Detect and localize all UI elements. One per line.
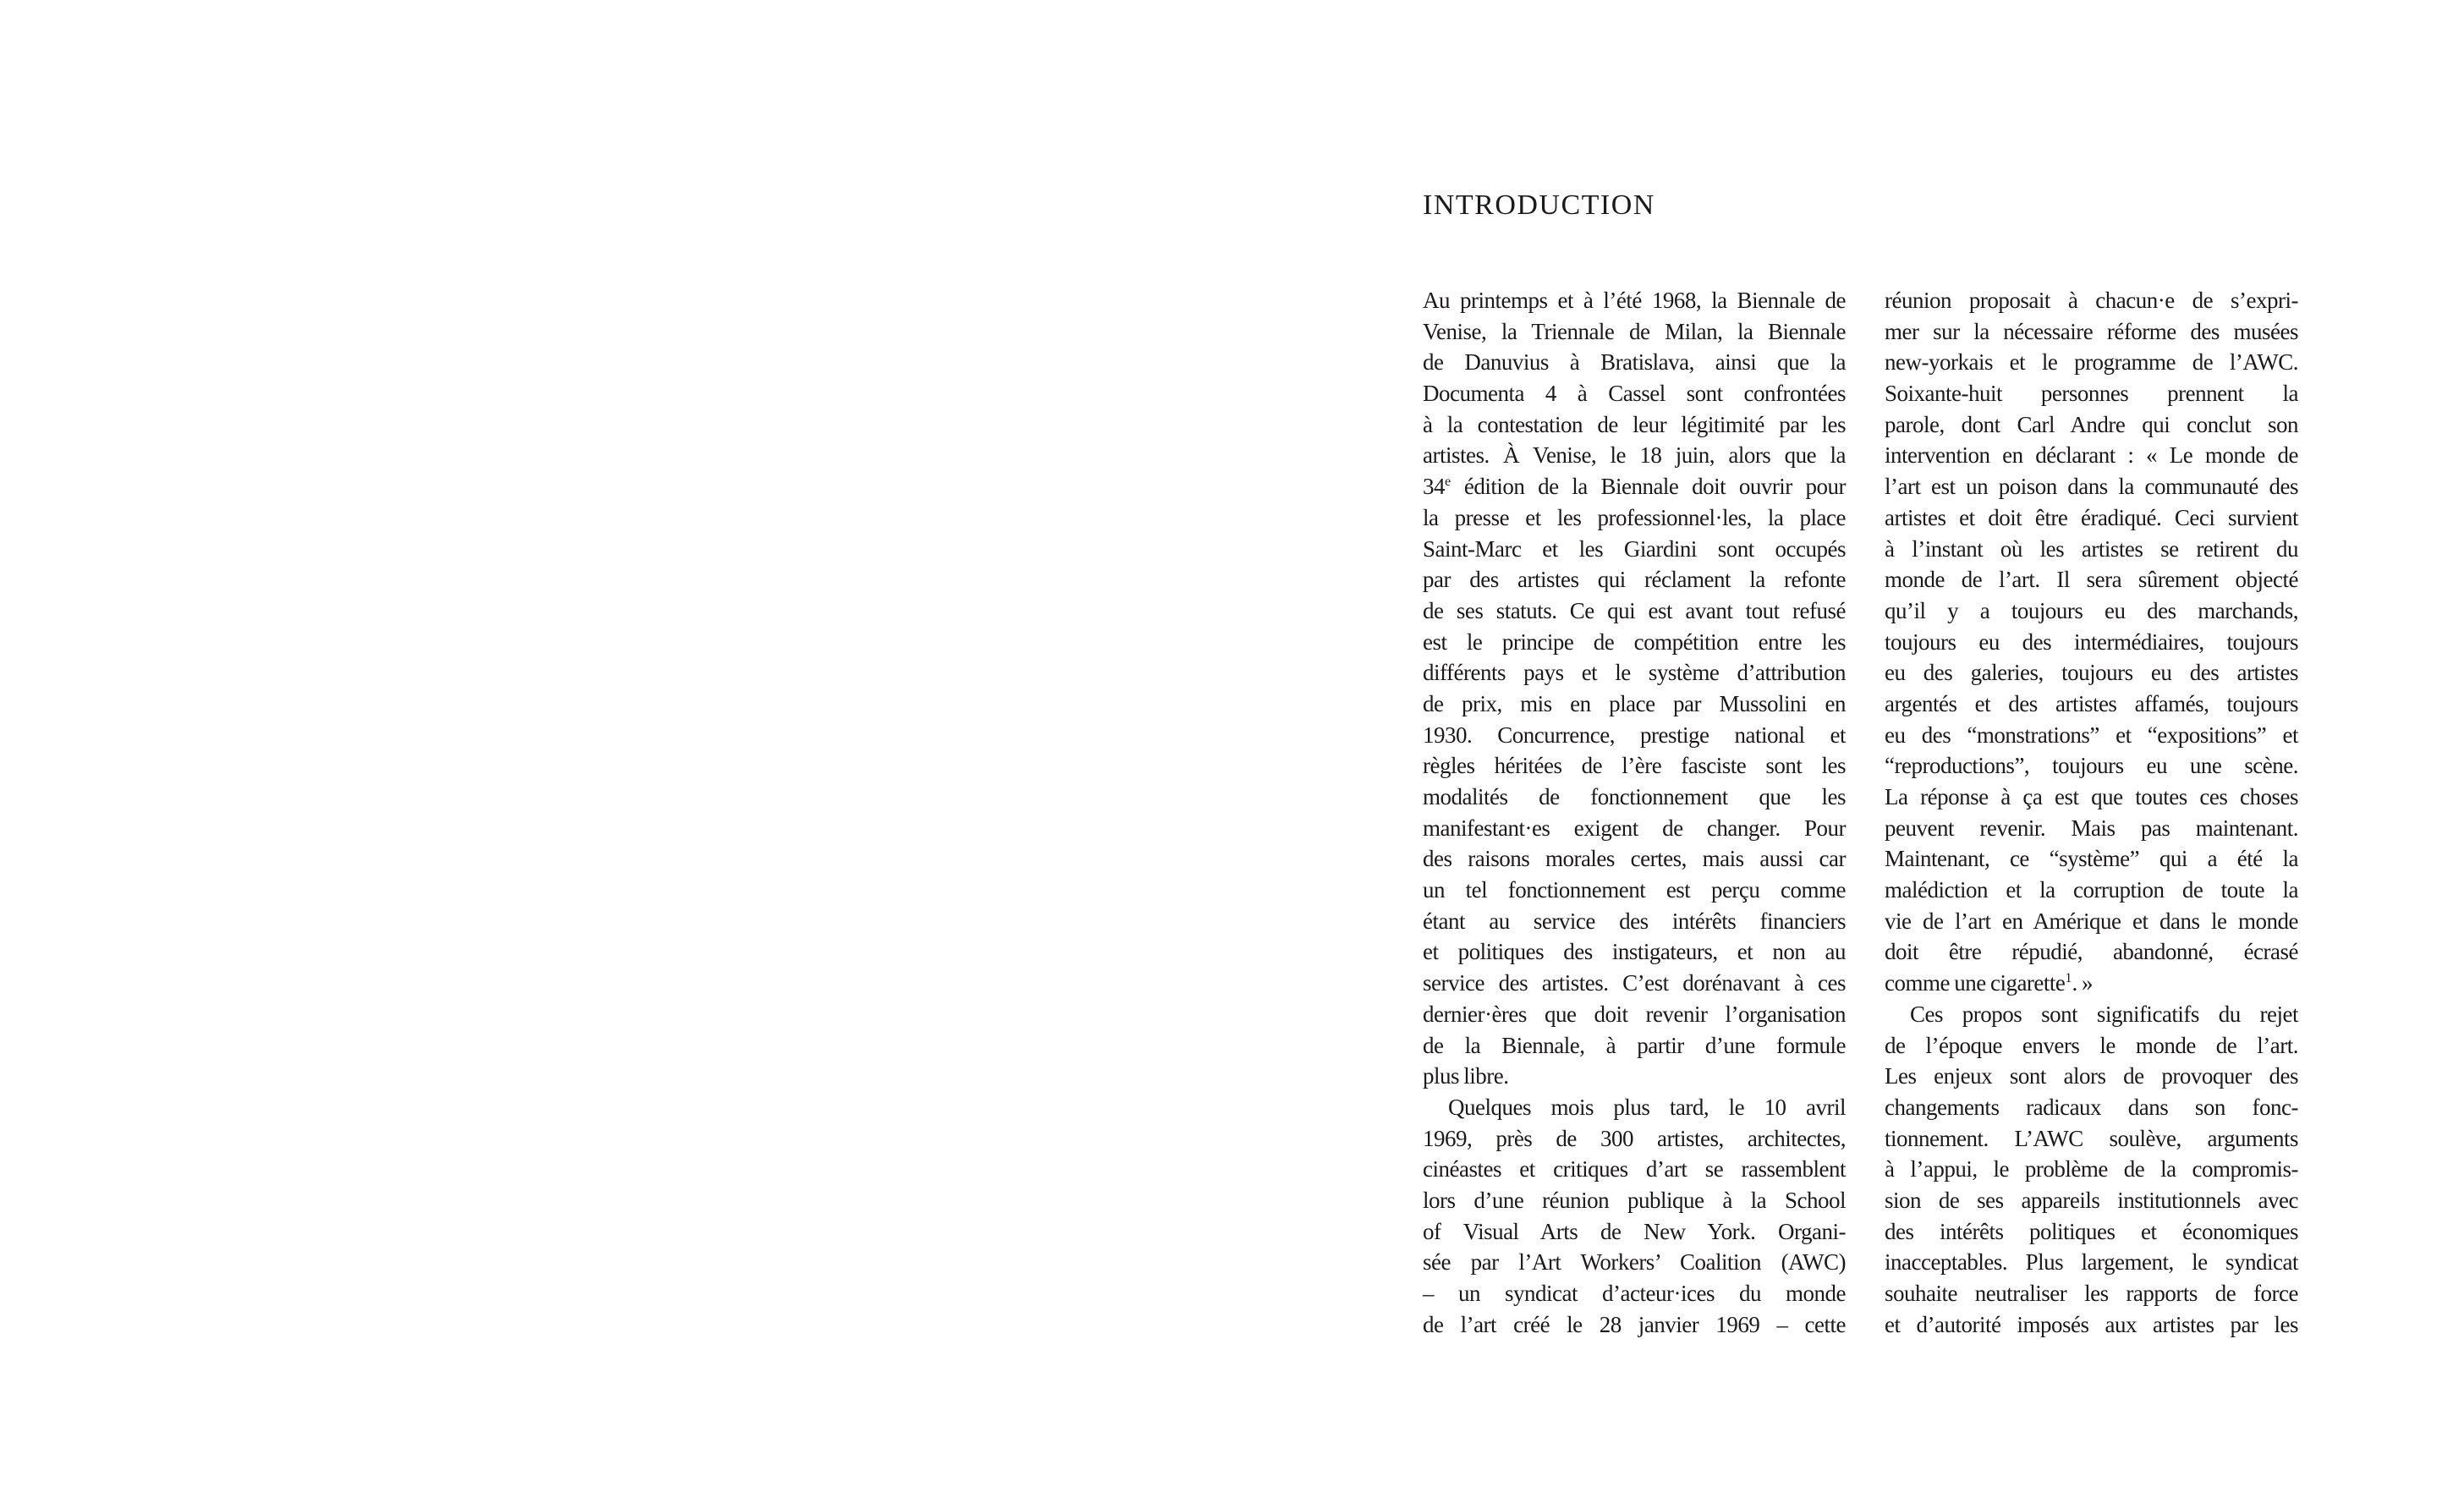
text-line: à l’appui, le problème de la compromis- <box>1885 1156 2298 1182</box>
text-line: de Danuvius à Bratislava, ainsi que la <box>1423 349 1846 376</box>
text-line: artistes et doit être éradiqué. Ceci survient <box>1885 504 2298 530</box>
text-line: des raisons morales certes, mais aussi car <box>1423 846 1846 872</box>
text-line: La réponse à ça est que toutes ces choses <box>1885 784 2298 809</box>
text-line: Venise, la Triennale de Milan, la Biennale <box>1423 318 1846 344</box>
text-line: de ses statuts. Ce qui est avant tout refusé <box>1423 597 1846 623</box>
text-line: monde de l’art. Il sera sûrement objecté <box>1885 567 2298 593</box>
text-line: manifestant·es exigent de changer. Pour <box>1423 815 1846 841</box>
text-line: l’art est un poison dans la communauté des <box>1885 474 2298 500</box>
text-line: par des artistes qui réclament la refonte <box>1423 567 1846 593</box>
text-column-left <box>1423 285 1846 1340</box>
text-line: new-yorkais et le programme de l’AWC. <box>1885 349 2298 376</box>
text-line: Maintenant, ce “système” qui a été la <box>1885 846 2298 872</box>
text-line: de la Biennale, à partir d’une formule <box>1423 1032 1846 1058</box>
text-line: règles héritées de l’ère fasciste sont les <box>1423 753 1846 779</box>
text-line: – un syndicat d’acteur·ices du monde <box>1423 1281 1846 1306</box>
text-column-right <box>1885 285 2298 1340</box>
text-line: Ces propos sont significatifs du rejet <box>1910 1001 2298 1027</box>
text-line: malédiction et la corruption de toute la <box>1885 877 2298 903</box>
text-line: intervention en déclarant : « Le monde de <box>1885 442 2298 469</box>
text-line: Documenta 4 à Cassel sont confrontées <box>1423 381 1846 407</box>
text-line: artistes. À Venise, le 18 juin, alors que la <box>1423 442 1846 469</box>
text-line: 1930. Concurrence, prestige national et <box>1423 722 1846 748</box>
text-line: de l’art créé le 28 janvier 1969 – cette <box>1423 1311 1846 1337</box>
text-line: inacceptables. Plus largement, le syndicat <box>1885 1249 2298 1276</box>
text-line: un tel fonctionnement est perçu comme <box>1423 877 1846 903</box>
text-line: plus libre. <box>1423 1063 1509 1089</box>
text-line: et d’autorité imposés aux artistes par les <box>1885 1311 2298 1337</box>
text-line: réunion proposait à chacun·e de s’expri- <box>1885 288 2298 313</box>
text-line: Soixante-huit personnes prennent la <box>1885 381 2298 407</box>
text-line: eu des galeries, toujours eu des artistes <box>1885 660 2298 686</box>
text-line: qu’il y a toujours eu des marchands, <box>1885 597 2298 623</box>
text-line: comme une cigarette$^1$. » <box>1885 970 2093 996</box>
text-line: de l’époque envers le monde de l’art. <box>1885 1032 2298 1058</box>
text-line: doit être répudié, abandonné, écrasé <box>1885 939 2298 965</box>
text-line: est le principe de compétition entre les <box>1423 628 1846 655</box>
text-line: étant au service des intérêts financiers <box>1423 908 1846 934</box>
text-line: sée par l’Art Workers’ Coalition (AWC) <box>1423 1249 1846 1276</box>
text-line: service des artistes. C’est dorénavant à ces <box>1423 970 1846 996</box>
text-line: “reproductions”, toujours eu une scène. <box>1885 753 2298 779</box>
text-line: changements radicaux dans son fonc- <box>1885 1094 2298 1120</box>
text-line: lors d’une réunion publique à la School <box>1423 1187 1846 1213</box>
text-line: 34e édition de la Biennale doit ouvrir pour <box>1423 474 1846 500</box>
text-line: dernier·ères que doit revenir l’organisation <box>1423 1001 1846 1027</box>
text-line: à l’instant où les artistes se retirent du <box>1885 535 2298 562</box>
text-line: 1969, près de 300 artistes, architectes, <box>1423 1125 1846 1151</box>
text-line: différents pays et le système d’attribution <box>1423 660 1846 686</box>
text-line: argentés et des artistes affamés, toujours <box>1885 690 2298 716</box>
text-line: la presse et les professionnel·les, la place <box>1423 504 1846 530</box>
text-line: des intérêts politiques et économiques <box>1885 1218 2298 1244</box>
text-line: de prix, mis en place par Mussolini en <box>1423 690 1846 716</box>
page-title: INTRODUCTION <box>1423 189 1655 221</box>
text-line: vie de l’art en Amérique et dans le monde <box>1885 908 2298 934</box>
text-line: eu des “monstrations” et “expositions” et <box>1885 722 2298 748</box>
text-line: Quelques mois plus tard, le 10 avril <box>1448 1094 1846 1120</box>
text-line: toujours eu des intermédiaires, toujours <box>1885 628 2298 655</box>
text-line: peuvent revenir. Mais pas maintenant. <box>1885 815 2298 841</box>
text-line: sion de ses appareils institutionnels avec <box>1885 1187 2298 1213</box>
text-line: Les enjeux sont alors de provoquer des <box>1885 1063 2298 1089</box>
text-line: of Visual Arts de New York. Organi- <box>1423 1218 1846 1244</box>
text-line: souhaite neutraliser les rapports de force <box>1885 1281 2298 1306</box>
text-line: à la contestation de leur légitimité par les <box>1423 411 1846 437</box>
text-line: Au printemps et à l’été 1968, la Biennale de <box>1423 288 1846 313</box>
text-line: et politiques des instigateurs, et non au <box>1423 939 1846 965</box>
text-line: cinéastes et critiques d’art se rassemblent <box>1423 1156 1846 1182</box>
text-line: tionnement. L’AWC soulève, arguments <box>1885 1125 2298 1151</box>
text-line: mer sur la nécessaire réforme des musées <box>1885 318 2298 344</box>
text-line: modalités de fonctionnement que les <box>1423 784 1846 809</box>
text-line: parole, dont Carl Andre qui conclut son <box>1885 411 2298 437</box>
text-line: Saint-Marc et les Giardini sont occupés <box>1423 535 1846 562</box>
